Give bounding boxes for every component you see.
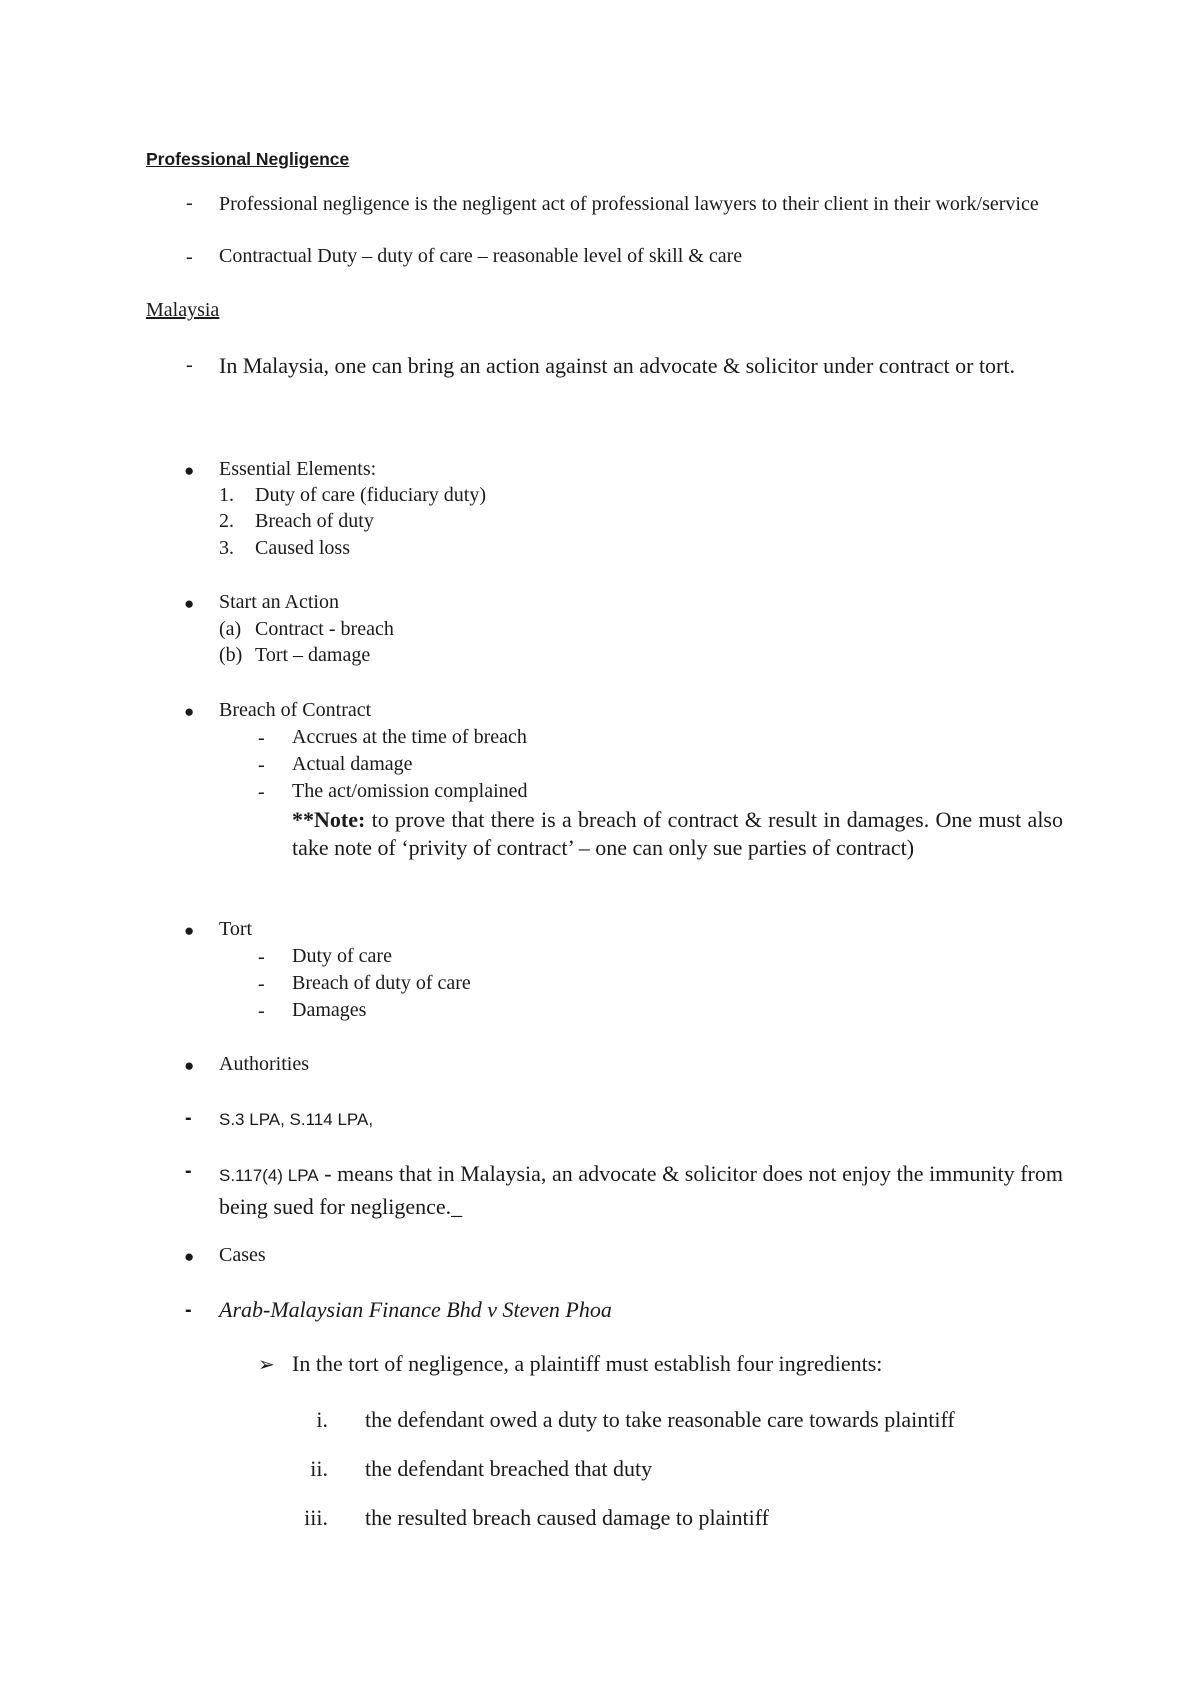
dash-marker: - bbox=[258, 727, 265, 749]
list-item: Accrues at the time of breach bbox=[292, 726, 527, 748]
ingredient-item: the defendant breached that duty bbox=[365, 1456, 653, 1481]
list-marker: 3. bbox=[219, 537, 234, 559]
bullet-icon: ● bbox=[184, 1056, 195, 1075]
list-item: Caused loss bbox=[255, 537, 350, 559]
dash-marker: - bbox=[185, 1299, 192, 1321]
authority-code: S.117(4) LPA bbox=[219, 1166, 319, 1185]
list-item: Contract - breach bbox=[255, 618, 394, 640]
bullet-icon: ● bbox=[184, 921, 195, 940]
arrow-bullet-icon: ➢ bbox=[258, 1352, 275, 1376]
breach-contract-heading: Breach of Contract bbox=[219, 699, 372, 721]
authority-s117-paragraph bbox=[219, 1158, 1063, 1222]
essential-elements-heading: Essential Elements: bbox=[219, 458, 377, 480]
dash-marker: - bbox=[186, 192, 193, 214]
list-item: Tort – damage bbox=[255, 644, 371, 666]
ingredient-item: the resulted breach caused damage to plaintiff bbox=[365, 1505, 769, 1530]
bullet-icon: ● bbox=[184, 594, 195, 613]
list-item: Actual damage bbox=[292, 753, 413, 775]
dash-marker: - bbox=[185, 1160, 192, 1182]
bullet-icon: ● bbox=[184, 461, 195, 480]
malaysia-statement: In Malaysia, one can bring an action against an advocate & solicitor under contract or tort. bbox=[219, 353, 1015, 378]
intro-definition: Professional negligence is the negligent act of professional lawyers to their client in their work/service bbox=[219, 193, 1039, 215]
authority-sections: S.3 LPA, S.114 LPA, bbox=[219, 1110, 374, 1129]
dash-marker: - bbox=[258, 754, 265, 776]
bullet-icon: ● bbox=[184, 1247, 195, 1266]
list-item: Duty of care (fiduciary duty) bbox=[255, 484, 487, 506]
case-point: In the tort of negligence, a plaintiff must establish four ingredients: bbox=[292, 1351, 883, 1376]
list-marker: 2. bbox=[219, 510, 234, 532]
tort-heading: Tort bbox=[219, 918, 253, 940]
list-marker: (b) bbox=[219, 644, 243, 666]
note-text: to prove that there is a breach of contract & result in damages. One must also take note of ‘privity of contract’ – one can only sue parties of contract) bbox=[292, 807, 1063, 860]
dash-marker: - bbox=[258, 1000, 265, 1022]
dash-marker: - bbox=[258, 973, 265, 995]
list-item: Damages bbox=[292, 999, 367, 1021]
dash-marker: - bbox=[258, 946, 265, 968]
bullet-icon: ● bbox=[184, 702, 195, 721]
dash-marker: - bbox=[258, 781, 265, 803]
dash-marker: - bbox=[185, 1107, 192, 1129]
note-label: **Note: bbox=[292, 807, 366, 832]
start-action-heading: Start an Action bbox=[219, 591, 339, 613]
roman-marker: i. bbox=[316, 1407, 328, 1432]
list-marker: 1. bbox=[219, 484, 234, 506]
authority-explanation: - means that in Malaysia, an advocate & solicitor does not enjoy the immunity from being sued for negligence._ bbox=[219, 1161, 1063, 1219]
list-item: Breach of duty bbox=[255, 510, 374, 532]
roman-marker: iii. bbox=[304, 1505, 328, 1530]
roman-marker: ii. bbox=[310, 1456, 328, 1481]
list-item: Duty of care bbox=[292, 945, 392, 967]
dash-marker: - bbox=[186, 246, 193, 268]
page-title: Professional Negligence bbox=[146, 149, 350, 169]
section-heading-malaysia: Malaysia bbox=[146, 299, 220, 321]
dash-marker: - bbox=[186, 354, 193, 376]
authorities-heading: Authorities bbox=[219, 1053, 309, 1075]
list-item: The act/omission complained bbox=[292, 780, 528, 802]
list-marker: (a) bbox=[219, 618, 242, 640]
ingredient-item: the defendant owed a duty to take reasonable care towards plaintiff bbox=[365, 1407, 955, 1432]
note-paragraph bbox=[292, 806, 1063, 862]
case-name: Arab-Malaysian Finance Bhd v Steven Phoa bbox=[219, 1297, 612, 1322]
list-item: Breach of duty of care bbox=[292, 972, 471, 994]
cases-heading: Cases bbox=[219, 1244, 266, 1266]
intro-contractual-duty: Contractual Duty – duty of care – reasonable level of skill & care bbox=[219, 245, 743, 267]
